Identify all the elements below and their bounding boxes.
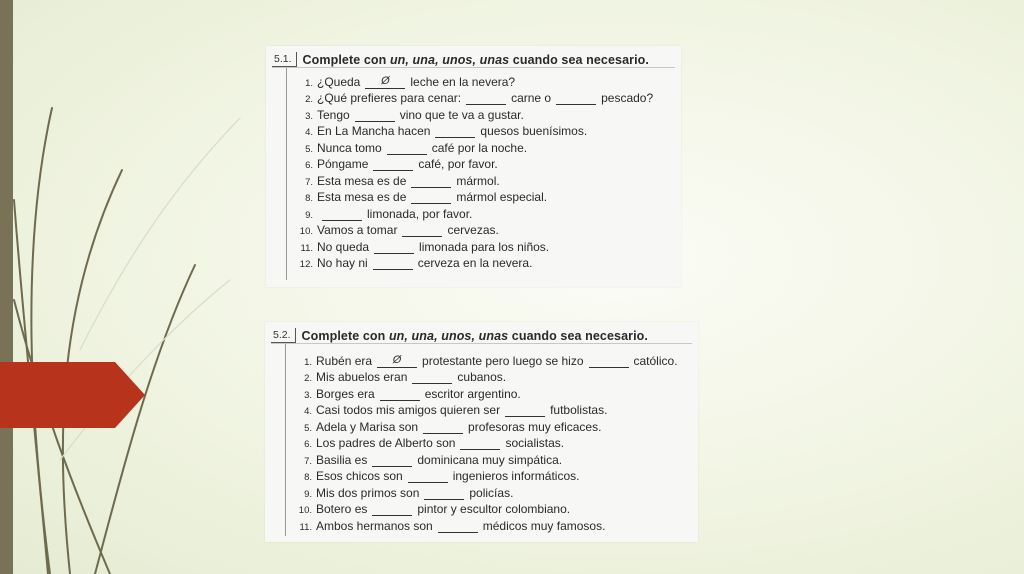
item-text: Botero es [316,502,368,516]
item-number: 8. [304,472,312,483]
item-text: Rubén era [316,353,373,368]
exercise-item [296,221,653,238]
item-text: ingenieros informáticos. [452,469,580,483]
item-text: mármol especial. [456,190,548,204]
exercise-item [295,483,678,500]
exercise-item [295,417,678,434]
heading-suffix: cuando sea necesario. [509,52,649,67]
item-number: 4. [305,127,313,138]
item-number: 12. [299,259,313,270]
item-text: Adela y Marisa son [316,419,419,434]
item-text: pintor y escultor colombiano. [417,502,571,516]
item-text: protestante pero luego se hizo [422,353,584,368]
answer-blank[interactable] [424,487,464,500]
item-number: 6. [304,439,312,450]
item-text: No queda [317,239,370,254]
answer-blank[interactable] [411,191,451,204]
item-text: Nunca tomo [317,140,382,155]
item-text: leche en la nevera? [410,74,516,89]
answer-blank[interactable]: Ø [377,355,417,368]
item-number: 9. [304,488,312,500]
answer-blank[interactable] [373,158,413,171]
answer-blank[interactable] [372,454,412,467]
answer-blank[interactable] [466,92,506,105]
item-text: Basilia es [316,452,368,467]
item-number: 1. [304,356,312,368]
exercise-item [296,89,653,106]
item-text: Esos chicos son [316,469,403,483]
item-text: No hay ni [317,256,368,270]
exercise-heading [271,328,648,343]
answer-blank[interactable] [408,470,448,483]
item-number: 7. [305,176,313,188]
decorative-grass-lines [0,0,260,574]
item-text: Vamos a tomar [317,223,398,237]
exercise-instruction [302,329,648,343]
exercise-item [295,516,678,533]
item-number: 7. [304,455,312,467]
answer-blank[interactable] [402,224,442,237]
item-number: 4. [304,406,312,417]
margin-rule [285,344,286,536]
item-number: 6. [305,160,313,171]
item-number: 5. [304,422,312,434]
item-text: cervezas. [447,223,499,237]
item-text: cerveza en la nevera. [417,256,533,270]
heading-rule [271,343,692,344]
item-text: En La Mancha hacen [317,124,431,138]
exercise-item [296,188,653,205]
heading-rule [272,67,675,68]
answer-blank[interactable] [556,92,596,105]
item-text: Mis dos primos son [316,485,420,500]
exercise-item [296,204,653,221]
answer-blank[interactable] [387,142,427,155]
exercise-item [295,368,678,385]
exercise-item [295,450,678,467]
item-text: café, por favor. [418,157,498,171]
exercise-item [296,254,653,271]
item-text: Esta mesa es de [317,173,407,188]
item-text: socialistas. [505,436,565,450]
item-number: 3. [305,110,313,122]
answer-blank[interactable] [412,371,452,384]
item-text: futbolistas. [550,403,608,417]
exercise-item [295,384,678,401]
item-number: 10. [299,226,313,237]
exercise-sheet-5-1 [266,46,681,287]
margin-rule [286,68,287,280]
item-text: dominicana muy simpática. [417,452,563,467]
item-text: vino que te va a gustar. [399,107,524,122]
answer-blank[interactable] [435,125,475,138]
item-number: 1. [305,77,313,89]
exercise-item [296,237,653,254]
answer-blank[interactable] [460,437,500,450]
item-text: católico. [633,353,678,368]
item-number: 3. [304,389,312,401]
item-number: 9. [305,209,313,221]
answer-blank[interactable] [373,257,413,270]
item-text: Esta mesa es de [317,190,407,204]
exercise-item [295,434,678,451]
exercise-item [295,401,678,418]
item-text: limonada, por favor. [367,206,473,221]
item-text: café por la noche. [431,140,528,155]
answer-blank[interactable] [505,404,545,417]
item-text: Tengo [317,107,350,122]
exercise-item [296,171,653,188]
exercise-sheet-5-2 [265,322,698,542]
item-text: pescado? [601,91,654,105]
item-text: mármol. [456,173,500,188]
item-text: médicos muy famosos. [482,518,606,533]
item-text: Los padres de Alberto son [316,436,456,450]
exercise-number: 5.2. [271,328,296,343]
item-text: limonada para los niños. [419,239,550,254]
exercise-items [296,72,653,270]
item-text: ¿Qué prefieres para cenar: [317,91,462,105]
item-number: 2. [304,373,312,384]
answer-blank[interactable] [322,208,362,221]
answer-blank[interactable] [355,109,395,122]
answer-blank[interactable] [438,520,478,533]
exercise-items [295,351,678,533]
heading-articles: un, una, unos, unas [388,328,509,343]
item-text: ¿Queda [317,74,361,89]
answer-blank[interactable] [423,421,463,434]
item-text: policías. [469,485,514,500]
item-number: 2. [305,94,313,105]
item-text: Casi todos mis amigos quieren ser [316,403,501,417]
item-text: cubanos. [457,370,507,384]
item-text: Ambos hermanos son [316,518,433,533]
answer-blank[interactable]: Ø [365,76,405,89]
exercise-number: 5.1. [272,52,297,67]
exercise-item [296,138,653,155]
item-text: Mis abuelos eran [316,370,408,384]
item-text: profesoras muy eficaces. [468,419,602,434]
answer-blank[interactable] [380,388,420,401]
answer-blank[interactable] [372,503,412,516]
item-number: 10. [298,505,312,516]
item-number: 5. [305,143,313,155]
item-number: 11. [299,521,312,533]
item-text: Borges era [316,386,375,401]
exercise-item [296,155,653,172]
item-text: quesos buenísimos. [480,124,588,138]
exercise-item [296,105,653,122]
heading-prefix: Complete con [302,52,390,67]
heading-articles: un, una, unos, unas [389,52,510,67]
item-number: 11. [300,242,313,254]
item-text: Póngame [317,157,369,171]
exercise-item [296,72,653,89]
answer-blank[interactable] [589,355,629,368]
heading-prefix: Complete con [301,328,389,343]
exercise-item [296,122,653,139]
red-arrow-shape [0,362,145,428]
exercise-item [295,351,678,368]
item-text: escritor argentino. [424,386,521,401]
exercise-item [295,467,678,484]
answer-blank[interactable] [374,241,414,254]
heading-suffix: cuando sea necesario. [508,328,648,343]
item-text: carne o [511,91,552,105]
exercise-heading [272,52,649,67]
answer-blank[interactable] [411,175,451,188]
item-number: 8. [305,193,313,204]
exercise-instruction [303,53,649,67]
exercise-item [295,500,678,517]
